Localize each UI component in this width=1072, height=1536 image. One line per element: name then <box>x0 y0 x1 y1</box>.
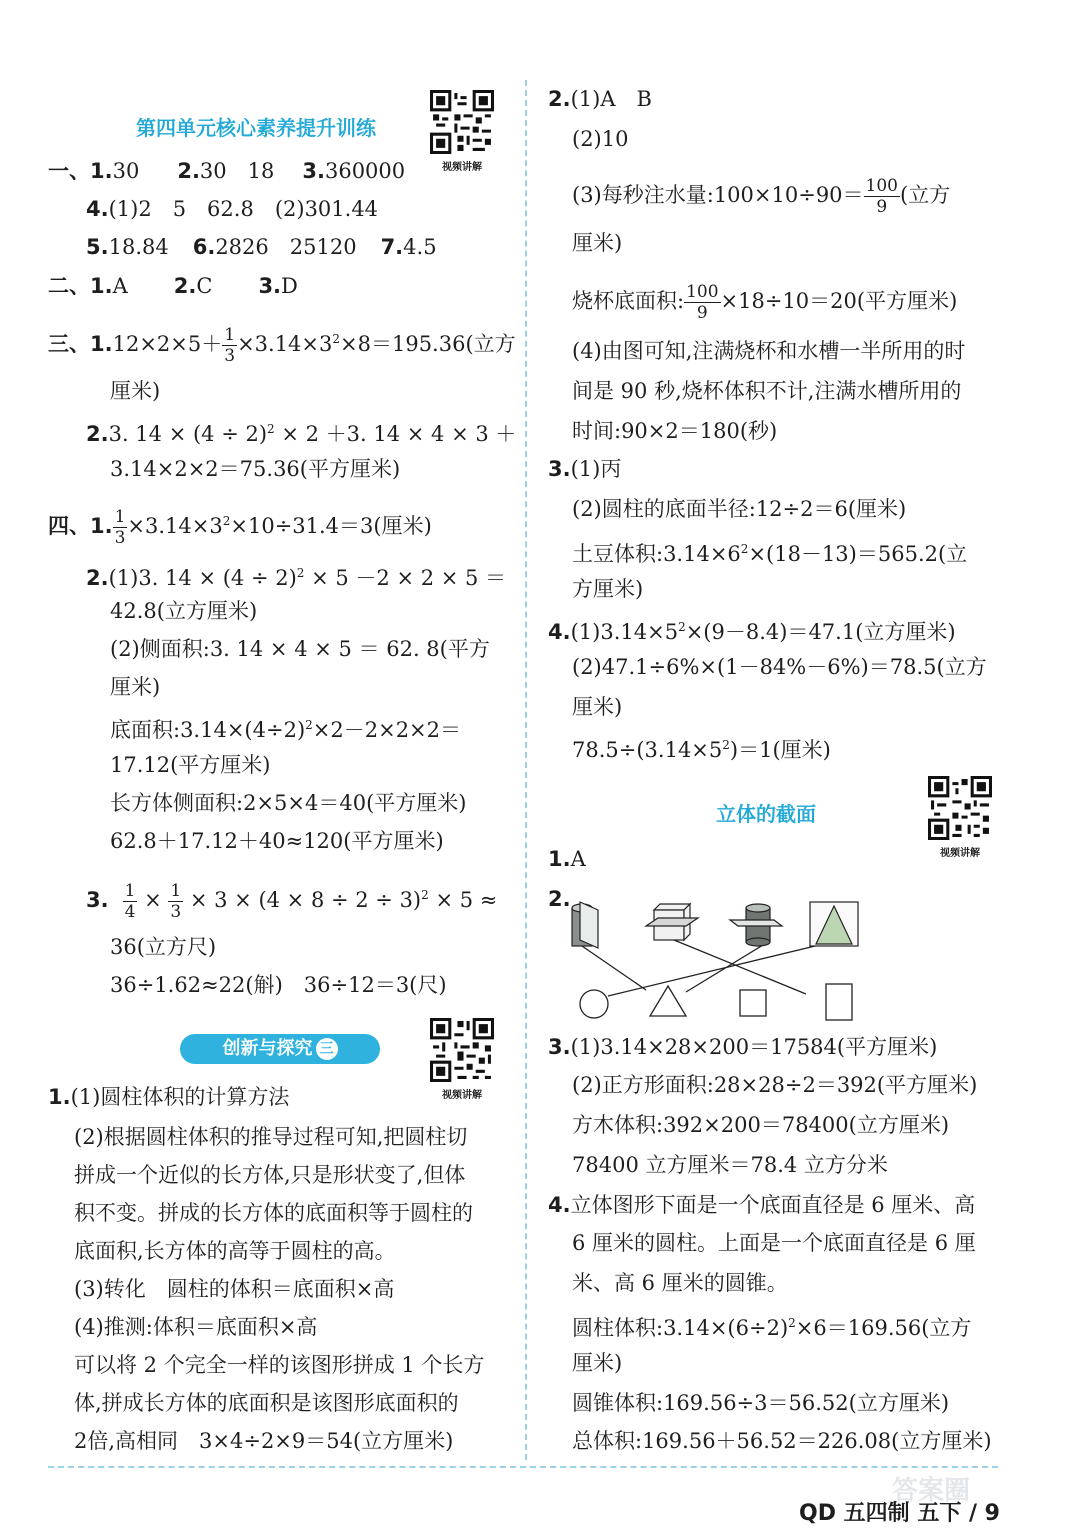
explore-q1-line4: 积不变。拼成的长方体的底面积等于圆柱的 <box>74 1201 473 1225</box>
fraction: $\frac{1}{3}$ <box>224 325 236 366</box>
s1-line1: 一、1.30 2.30 18 3.360000 <box>48 159 406 183</box>
s2-line1: 二、1.A 2.C 3.D <box>48 274 298 298</box>
explore-q2-line1: 2.(1)A B <box>548 87 652 111</box>
triangle-shape <box>650 986 686 1016</box>
section-q4-line4: 圆柱体积$:3.14\times(6\div 2)^2\times 6=169.56$(立方 <box>572 1316 972 1340</box>
s4-2-line8: 62.8＋17.12＋40≈120(平方厘米) <box>110 829 444 853</box>
explore-q4-line2: (2)47.1÷6%×(1－84%－6%)＝78.5(立方 <box>572 655 987 679</box>
qr-caption: 视频讲解 <box>442 1090 482 1101</box>
explore-q1-line8: 可以将 2 个完全一样的该图形拼成 1 个长方 <box>74 1353 485 1377</box>
column-divider <box>525 80 527 1460</box>
explore-q3-line1: 3.(1)丙 <box>548 457 622 481</box>
qr-caption: 视频讲解 <box>442 162 482 173</box>
s4-2-line2: 42.8(立方厘米) <box>110 599 258 623</box>
s4-1-line1: 四、1. $\frac{1}{3}$ $\times 3.14\times 3^2\times 10\div 31.4=3$(厘米) <box>48 507 432 548</box>
explore-q3-line3: 土豆体积$:3.14\times 6^2\times(18-13)=565.2$(立 <box>572 542 968 566</box>
s4-2-line7: 长方体侧面积:2×5×4＝40(平方厘米) <box>110 791 467 815</box>
cylinder-horizontal-cut <box>730 904 782 946</box>
s4-2-line4: 厘米) <box>110 675 161 699</box>
explore-q4-line3: 厘米) <box>572 695 623 719</box>
s4-3-line3: 36÷1.62≈22(斛) 36÷12＝3(尺) <box>110 973 447 997</box>
fraction: $\frac{100}{9}$ <box>865 176 898 217</box>
qr-code-icon[interactable] <box>430 1018 494 1082</box>
fraction: $\frac{1}{3}$ <box>170 881 182 922</box>
unit4-title: 第四单元核心素养提升训练 <box>136 116 376 140</box>
explore-q2-line3: (3)每秒注水量:100×10÷90＝ $\frac{100}{9}$ (立方 <box>572 176 951 217</box>
section-q3-line4: 78400 立方厘米＝78.4 立方分米 <box>572 1153 888 1177</box>
cuboid-cut <box>646 904 698 940</box>
explore-q4-line1: $4.(1)3.14\times 5^2\times(9-8.4)=47.1$(立方厘米) <box>548 620 956 644</box>
cylinder-vertical-cut <box>572 902 598 948</box>
qr-code-icon[interactable] <box>430 90 494 154</box>
explore-q2-line8: 时间:90×2＝180(秒) <box>572 419 778 443</box>
explore-q3-line4: 方厘米) <box>572 577 644 601</box>
s4-3-line1: 3. $\frac{1}{4}$ × $\frac{1}{3}$ × $3 \times (4 \times 8 \div 2 \div 3)^2 \times 5$ ≈ <box>86 881 498 922</box>
explore-q1-line9: 体,拼成长方体的底面积是该图形底面积的 <box>74 1391 459 1415</box>
s3-1-line1: 三、1.12×2×5＋ $\frac{1}{3}$ $\times 3.14\times 3^2\times 8=195.36$(立方 <box>48 325 516 366</box>
s3-2-line2: 3.14×2×2＝75.36(平方厘米) <box>110 457 401 481</box>
explore-q1-line10: 2倍,高相同 3×4÷2×9＝54(立方厘米) <box>74 1429 454 1453</box>
section-q4-line5: 厘米) <box>572 1351 623 1375</box>
section-q3-line3: 方木体积:392×200＝78400(立方厘米) <box>572 1113 950 1137</box>
explore-q1-line1: 1.(1)圆柱体积的计算方法 <box>48 1085 290 1109</box>
section-q4-line3: 米、高 6 厘米的圆锥。 <box>572 1271 788 1295</box>
rectangle-shape <box>826 984 852 1020</box>
qr-caption: 视频讲解 <box>940 848 980 859</box>
section-title: 立体的截面 <box>716 802 816 826</box>
right-column <box>548 0 1008 1460</box>
explore-tag: 三 <box>316 1038 338 1060</box>
s1-line3: 5.18.84 6.2826 25120 7.4.5 <box>86 235 437 259</box>
fraction: $\frac{1}{3}$ <box>114 507 126 548</box>
cone-cut <box>810 902 858 946</box>
explore-q3-line2: (2)圆柱的底面半径:12÷2＝6(厘米) <box>572 497 907 521</box>
section-q4-line6: 圆锥体积:169.56÷3＝56.52(立方厘米) <box>572 1391 950 1415</box>
s3-1-line2: 厘米) <box>110 379 161 403</box>
explore-q2-line6: (4)由图可知,注满烧杯和水槽一半所用的时 <box>572 339 966 363</box>
s1-line2: 4.(1)2 5 62.8 (2)301.44 <box>86 197 379 221</box>
qr-code-icon[interactable] <box>928 776 992 840</box>
section-q3-line2: (2)正方形面积:28×28÷2＝392(平方厘米) <box>572 1073 978 1097</box>
s4-3-line2: 36(立方尺) <box>110 935 217 959</box>
explore-banner: 创新与探究 三 <box>180 1034 380 1064</box>
s4-2-line5: 底面积$:3.14\times(4\div 2)^2\times 2-2\times 2\times 2=$ <box>110 718 462 742</box>
explore-q2-line2: (2)10 <box>572 127 629 151</box>
section-q4-line2: 6 厘米的圆柱。上面是一个底面直径是 6 厘 <box>572 1231 976 1255</box>
s4-2-line6: 17.12(平方厘米) <box>110 753 271 777</box>
explore-q2-line5: 烧杯底面积: $\frac{100}{9}$ ×18÷10＝20(平方厘米) <box>572 282 958 323</box>
s4-2-line3: (2)侧面积:3. 14 × 4 × 5 ＝ 62. 8(平方 <box>110 637 490 661</box>
explore-q2-line7: 间是 90 秒,烧杯体积不计,注满水槽所用的 <box>572 379 962 403</box>
section-q2-label: 2. <box>548 887 571 911</box>
s1-label: 一、 <box>48 159 90 183</box>
cross-section-diagram <box>568 900 868 1024</box>
left-column <box>48 0 517 1460</box>
explore-q4-line4: $78.5\div(3.14\times 5^2)=1$(厘米) <box>572 738 831 762</box>
page-footer: QD 五四制 五下 / 9 <box>799 1501 1000 1526</box>
explore-q1-line7: (4)推测:体积＝底面积×高 <box>74 1315 318 1339</box>
explore-q1-line5: 底面积,长方体的高等于圆柱的高。 <box>74 1239 396 1263</box>
s4-2-line1: 2.(1)3. $14 \times (4 \div 2)^2 \times 5 -2 \times 2 \times 5$ ＝ <box>86 566 507 590</box>
explore-q1-line2: (2)根据圆柱体积的推导过程可知,把圆柱切 <box>74 1125 468 1149</box>
section-q4-line1: 4.立体图形下面是一个底面直径是 6 厘米、高 <box>548 1193 976 1217</box>
circle-shape <box>580 990 608 1018</box>
bottom-rule <box>48 1466 998 1468</box>
section-q4-line7: 总体积:169.56＋56.52＝226.08(立方厘米) <box>572 1429 992 1453</box>
explore-q2-line4: 厘米) <box>572 231 623 255</box>
section-q1: 1.A <box>548 847 586 871</box>
fraction: $\frac{100}{9}$ <box>686 282 719 323</box>
watermark-logo: 答案圈 <box>892 1476 971 1506</box>
fraction: $\frac{1}{4}$ <box>124 881 136 922</box>
explore-q1-line3: 拼成一个近似的长方体,只是形状变了,但体 <box>74 1163 466 1187</box>
explore-q1-line6: (3)转化 圆柱的体积＝底面积×高 <box>74 1277 395 1301</box>
square-shape <box>740 990 766 1016</box>
section-q3-line1: 3.(1)3.14×28×200＝17584(平方厘米) <box>548 1035 938 1059</box>
s3-2-line1: 2.3. $14 \times (4 \div 2)^2 \times 2 +3$. 14 × 4 × 3 ＋ <box>86 422 517 446</box>
